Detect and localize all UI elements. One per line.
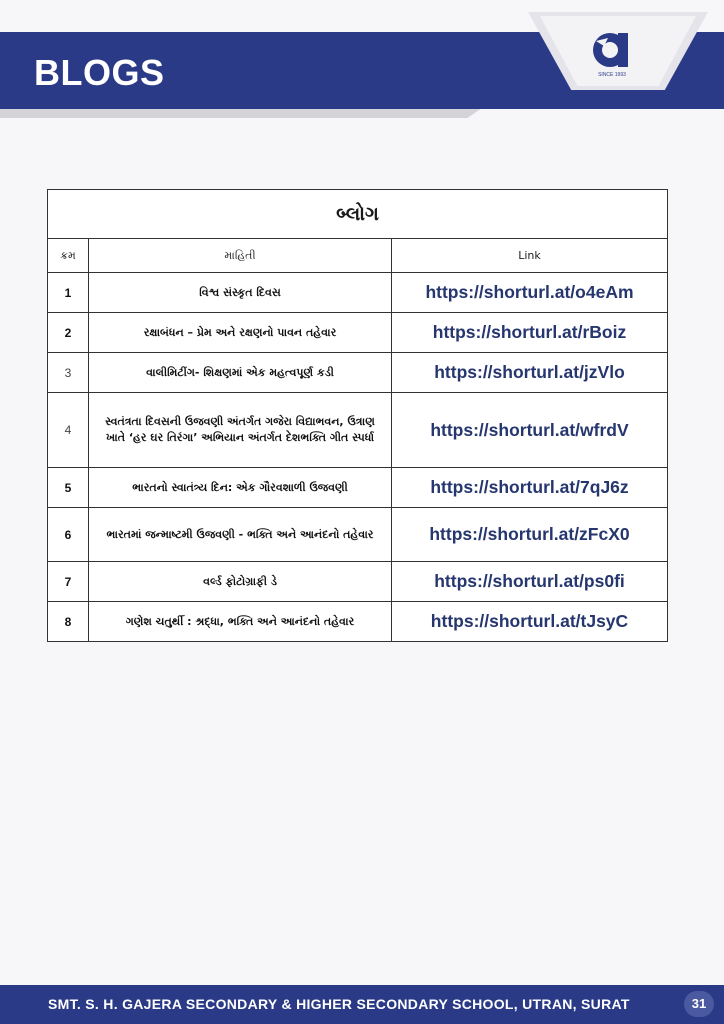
row-link[interactable]: https://shorturl.at/jzVlo bbox=[434, 362, 625, 382]
row-info: સ્વતંત્રતા દિવસની ઉજવણી અંતર્ગત ગજેરા વિદ્યાભવન, ઉત્રાણ ખાતે ‘હર ઘર તિરંગા’ અભિયાન અંતર્ગત દેશભક્તિ ગીત સ્પર્ધા bbox=[89, 393, 392, 468]
header-shadow bbox=[0, 108, 482, 118]
table-row bbox=[48, 313, 668, 353]
blog-table bbox=[47, 189, 668, 642]
table-row bbox=[48, 508, 668, 562]
row-link[interactable]: https://shorturl.at/o4eAm bbox=[425, 282, 634, 302]
row-link[interactable]: https://shorturl.at/7qJ6z bbox=[430, 477, 629, 497]
table-row bbox=[48, 273, 668, 313]
row-number: 4 bbox=[48, 393, 89, 468]
row-link[interactable]: https://shorturl.at/rBoiz bbox=[432, 322, 627, 342]
row-info: વર્લ્ડ ફોટોગ્રાફી ડે bbox=[89, 562, 392, 602]
row-link[interactable]: https://shorturl.at/tJsyC bbox=[430, 611, 629, 631]
logo-since-text: SINCE 1993 bbox=[598, 72, 626, 78]
row-link[interactable]: https://shorturl.at/ps0fi bbox=[434, 571, 625, 591]
page-number: 31 bbox=[684, 991, 714, 1017]
row-number: 5 bbox=[48, 468, 89, 508]
row-info: ભારતનો સ્વાતંત્ર્ય દિન: એક ગૌરવશાળી ઉજવણી bbox=[89, 468, 392, 508]
header-link: Link bbox=[392, 239, 668, 273]
page-title: BLOGS bbox=[34, 52, 165, 93]
row-info: વાલીમિટીંગ- શિક્ષણમાં એક મહત્વપૂર્ણ કડી bbox=[89, 353, 392, 393]
table-row bbox=[48, 602, 668, 642]
table-row bbox=[48, 393, 668, 468]
header-serial: ક્રમ bbox=[48, 239, 89, 273]
row-link[interactable]: https://shorturl.at/zFcX0 bbox=[429, 524, 630, 544]
footer-school-name: SMT. S. H. GAJERA SECONDARY & HIGHER SECONDARY SCHOOL, UTRAN, SURAT bbox=[48, 996, 630, 1012]
row-info: ભારતમાં જન્માષ્ટમી ઉજવણી - ભક્તિ અને આનંદનો તહેવાર bbox=[89, 508, 392, 562]
table-row bbox=[48, 562, 668, 602]
table-caption: બ્લોગ bbox=[48, 190, 668, 239]
row-info: ગણેશ ચતુર્થી : શ્રદ્ધા, ભક્તિ અને આનંદનો તહેવાર bbox=[89, 602, 392, 642]
header-info: માહિતી bbox=[89, 239, 392, 273]
row-number: 7 bbox=[48, 562, 89, 602]
row-number: 8 bbox=[48, 602, 89, 642]
row-link[interactable]: https://shorturl.at/wfrdV bbox=[430, 419, 629, 440]
table-header-row bbox=[48, 239, 668, 273]
table-row bbox=[48, 468, 668, 508]
row-number: 3 bbox=[48, 353, 89, 393]
row-number: 2 bbox=[48, 313, 89, 353]
row-number: 1 bbox=[48, 273, 89, 313]
row-number: 6 bbox=[48, 508, 89, 562]
row-info: રક્ષાબંધન – પ્રેમ અને રક્ષણનો પાવન તહેવાર bbox=[89, 313, 392, 353]
row-info: વિશ્વ સંસ્કૃત દિવસ bbox=[89, 273, 392, 313]
table-row bbox=[48, 353, 668, 393]
